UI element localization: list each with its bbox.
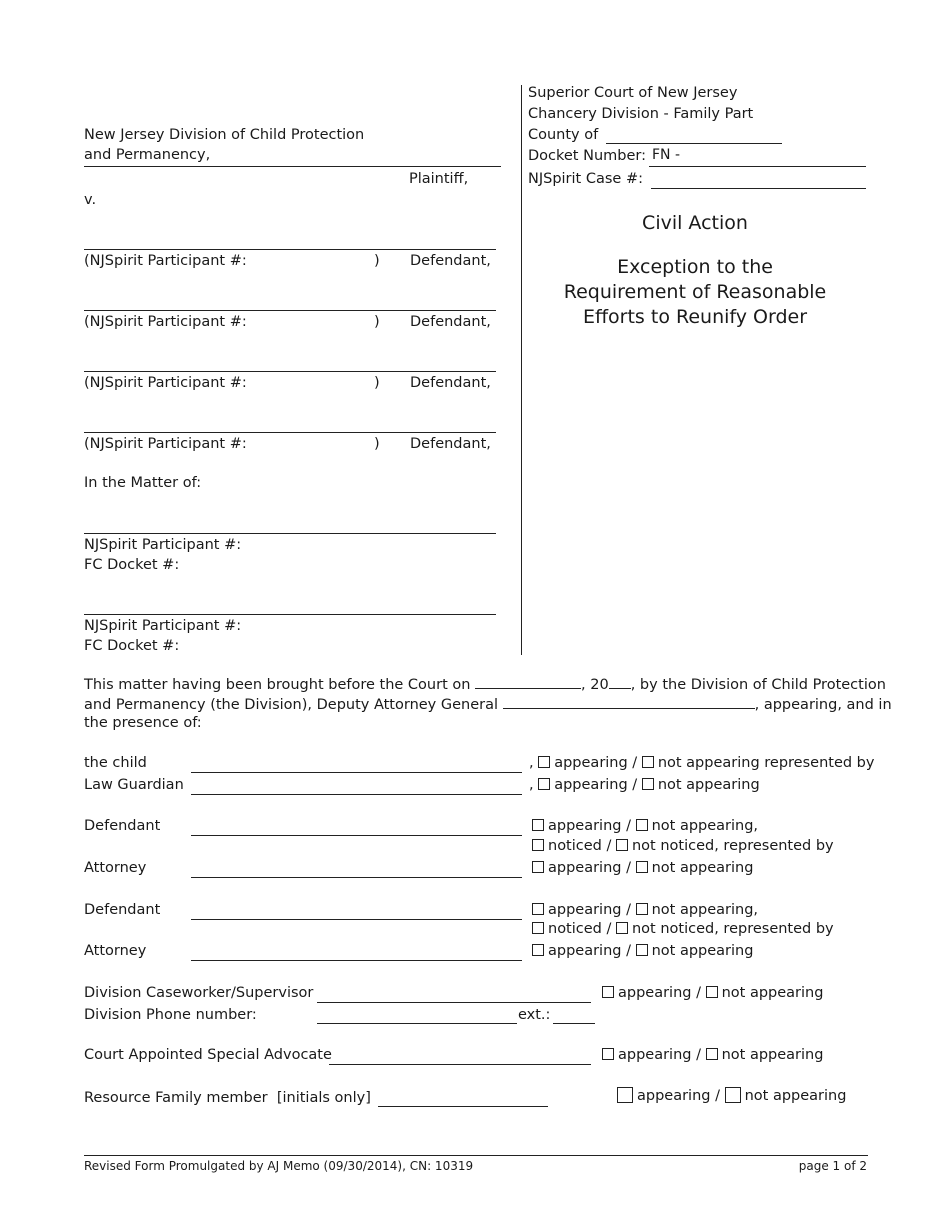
court-division: Chancery Division - Family Part <box>528 106 754 122</box>
defendant-participant-label: (NJSpirit Participant #: <box>84 314 247 330</box>
cw-not-appearing-checkbox[interactable] <box>706 986 718 998</box>
defendant-role: Defendant, <box>410 314 491 330</box>
def2-noticed-checkbox[interactable] <box>532 922 544 934</box>
attorney1-status <box>532 858 753 878</box>
att2-not-appearing-label: not appearing <box>651 943 754 959</box>
def1-not-appearing-checkbox[interactable] <box>636 819 648 831</box>
defendant-participant-label: (NJSpirit Participant #: <box>84 375 247 391</box>
lg-appearing-checkbox[interactable] <box>538 778 550 790</box>
ext-field[interactable] <box>553 1023 595 1024</box>
def1-noticed-label: noticed / <box>548 838 612 854</box>
intro-text-c: and Permanency (the Division), Deputy Attorney General <box>84 697 499 713</box>
defendant-field[interactable] <box>84 249 496 250</box>
att1-not-appearing-checkbox[interactable] <box>636 861 648 873</box>
matter-participant-label: NJSpirit Participant #: <box>84 618 242 634</box>
attorney1-label: Attorney <box>84 860 147 876</box>
matter-docket-label: FC Docket #: <box>84 638 180 654</box>
def2-not-appearing-checkbox[interactable] <box>636 903 648 915</box>
def2-not-noticed-checkbox[interactable] <box>616 922 628 934</box>
casa-not-appearing-label: not appearing <box>721 1047 824 1063</box>
caseworker-label: Division Caseworker/Supervisor <box>84 985 314 1001</box>
defendant1-notice <box>532 836 834 856</box>
intro-year: , 20 <box>581 677 609 693</box>
plaintiff-role: Plaintiff, <box>409 171 469 187</box>
child-status: , appearing / not appearing represented by <box>529 755 875 771</box>
att1-appearing-label: appearing / <box>548 860 631 876</box>
caption-divider <box>521 85 522 655</box>
defendant-field[interactable] <box>84 432 496 433</box>
defendant1-label: Defendant <box>84 818 161 834</box>
defendant-paren: ) <box>374 253 380 269</box>
def2-not-appearing-label: not appearing, <box>651 902 759 918</box>
ext-label: ext.: <box>518 1007 551 1023</box>
attorney2-label: Attorney <box>84 943 147 959</box>
att2-appearing-label: appearing / <box>548 943 631 959</box>
def1-not-noticed-label: not noticed, represented by <box>631 838 834 854</box>
defendant-field[interactable] <box>84 310 496 311</box>
matter-field[interactable] <box>84 614 496 615</box>
def2-appearing-label: appearing / <box>548 902 631 918</box>
defendant2-field[interactable] <box>191 919 522 920</box>
hearing-date-field[interactable] <box>475 674 581 689</box>
att1-not-appearing-label: not appearing <box>651 860 754 876</box>
casa-field[interactable] <box>329 1064 591 1065</box>
def2-not-noticed-label: not noticed, represented by <box>631 921 834 937</box>
intro-text-a: This matter having been brought before the Court on <box>84 677 471 693</box>
def2-appearing-checkbox[interactable] <box>532 903 544 915</box>
def1-not-noticed-checkbox[interactable] <box>616 839 628 851</box>
matter-docket-label: FC Docket #: <box>84 557 180 573</box>
plaintiff-name-line2: and Permanency, <box>84 147 211 163</box>
county-field[interactable] <box>606 143 782 144</box>
defendant2-status <box>532 900 758 920</box>
defendant1-field[interactable] <box>191 835 522 836</box>
defendant-paren: ) <box>374 436 380 452</box>
order-title-line3: Efforts to Reunify Order <box>582 306 808 328</box>
casa-appearing-label: appearing / <box>618 1047 701 1063</box>
law-guardian-status: , appearing / not appearing <box>529 777 760 793</box>
matter-label: In the Matter of: <box>84 475 202 491</box>
defendant-participant-label: (NJSpirit Participant #: <box>84 253 247 269</box>
versus: v. <box>84 192 97 208</box>
dag-name-field[interactable] <box>503 694 755 709</box>
casa-status <box>602 1045 823 1065</box>
rf-appearing-label: appearing / <box>637 1088 720 1104</box>
court-name: Superior Court of New Jersey <box>528 85 738 101</box>
resource-family-field[interactable] <box>378 1106 548 1107</box>
attorney2-field[interactable] <box>191 960 522 961</box>
def1-appearing-checkbox[interactable] <box>532 819 544 831</box>
intro-text-e: the presence of: <box>84 715 202 731</box>
defendant-role: Defendant, <box>410 375 491 391</box>
def1-appearing-label: appearing / <box>548 818 631 834</box>
defendant-field[interactable] <box>84 371 496 372</box>
order-title-line2: Requirement of Reasonable <box>563 281 827 303</box>
casa-label: Court Appointed Special Advocate <box>84 1047 332 1063</box>
cw-appearing-checkbox[interactable] <box>602 986 614 998</box>
case-field[interactable] <box>651 188 866 189</box>
plaintiff-rule <box>84 166 501 167</box>
law-guardian-label: Law Guardian <box>84 777 184 793</box>
caseworker-field[interactable] <box>317 1002 591 1003</box>
civil-action-title: Civil Action <box>642 212 748 234</box>
defendant2-notice <box>532 919 834 939</box>
plaintiff-name-line1: New Jersey Division of Child Protection <box>84 127 365 143</box>
att2-not-appearing-checkbox[interactable] <box>636 944 648 956</box>
resource-family-status <box>617 1086 846 1106</box>
defendant-paren: ) <box>374 375 380 391</box>
defendant1-status <box>532 816 758 836</box>
resource-family-label: Resource Family member [initials only] <box>84 1090 371 1106</box>
hearing-year-field[interactable] <box>609 674 631 689</box>
intro-line1 <box>84 674 886 695</box>
attorney1-field[interactable] <box>191 877 522 878</box>
casa-not-appearing-checkbox[interactable] <box>706 1048 718 1060</box>
attorney2-status <box>532 941 753 961</box>
child-not-appearing-checkbox[interactable] <box>642 756 654 768</box>
defendant-role: Defendant, <box>410 253 491 269</box>
child-not-appearing-label: not appearing represented by <box>657 755 875 771</box>
def1-not-appearing-label: not appearing, <box>651 818 759 834</box>
child-name-field[interactable] <box>191 772 522 773</box>
docket-label: Docket Number: <box>528 148 646 164</box>
footer-page-number: page 1 of 2 <box>798 1159 867 1173</box>
child-appearing-checkbox[interactable] <box>538 756 550 768</box>
def1-noticed-checkbox[interactable] <box>532 839 544 851</box>
att2-appearing-checkbox[interactable] <box>532 944 544 956</box>
county-label: County of <box>528 127 599 143</box>
docket-field[interactable] <box>649 166 866 167</box>
matter-field[interactable] <box>84 533 496 534</box>
intro-text-b: , by the Division of Child Protection <box>630 677 886 693</box>
law-guardian-field[interactable] <box>191 794 522 795</box>
child-label: the child <box>84 755 147 771</box>
intro-text-d: , appearing, and in <box>754 697 892 713</box>
rf-appearing-checkbox[interactable] <box>617 1087 633 1103</box>
defendant-paren: ) <box>374 314 380 330</box>
case-label: NJSpirit Case #: <box>528 171 643 187</box>
rf-not-appearing-label: not appearing <box>744 1088 847 1104</box>
order-title-line1: Exception to the <box>617 256 773 278</box>
defendant2-label: Defendant <box>84 902 161 918</box>
child-appearing-label: appearing / <box>554 755 638 771</box>
cw-appearing-label: appearing / <box>618 985 701 1001</box>
lg-not-appearing-label: not appearing <box>657 777 760 793</box>
intro-line2 <box>84 694 892 715</box>
phone-field[interactable] <box>317 1023 517 1024</box>
docket-prefix: FN - <box>652 147 681 163</box>
phone-label: Division Phone number: <box>84 1007 257 1023</box>
lg-not-appearing-checkbox[interactable] <box>642 778 654 790</box>
matter-participant-label: NJSpirit Participant #: <box>84 537 242 553</box>
defendant-role: Defendant, <box>410 436 491 452</box>
defendant-participant-label: (NJSpirit Participant #: <box>84 436 247 452</box>
cw-not-appearing-label: not appearing <box>721 985 824 1001</box>
att1-appearing-checkbox[interactable] <box>532 861 544 873</box>
casa-appearing-checkbox[interactable] <box>602 1048 614 1060</box>
lg-appearing-label: appearing / <box>554 777 638 793</box>
caseworker-status <box>602 983 823 1003</box>
footer-form-info: Revised Form Promulgated by AJ Memo (09/30/2014), CN: 10319 <box>84 1159 474 1173</box>
def2-noticed-label: noticed / <box>548 921 612 937</box>
rf-not-appearing-checkbox[interactable] <box>725 1087 741 1103</box>
